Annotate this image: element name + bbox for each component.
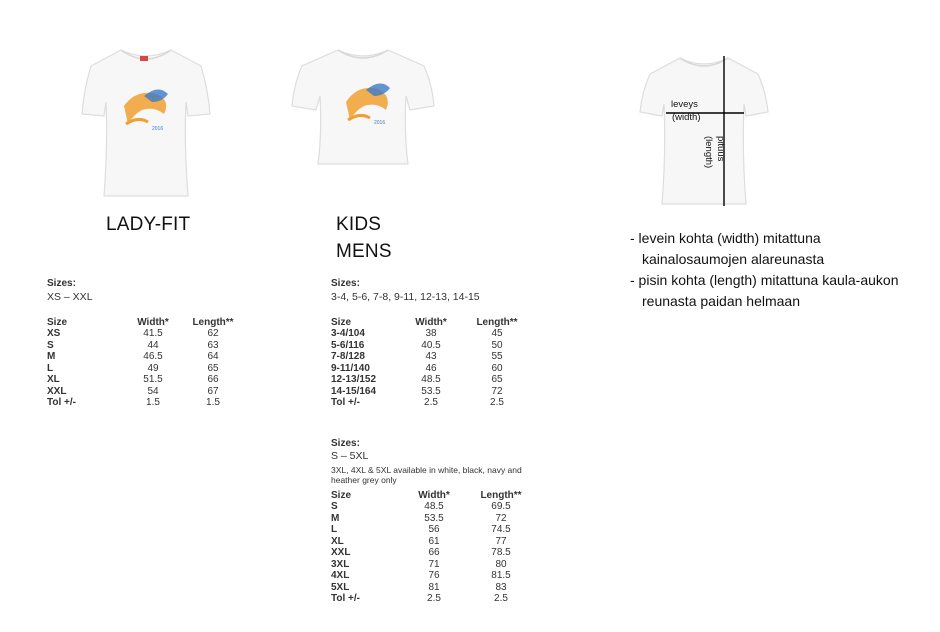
size-cell: XL (331, 535, 344, 547)
col-length-header: Length** (480, 489, 522, 501)
mens-heading: MENS (336, 241, 392, 262)
size-cell: XS (47, 328, 61, 339)
length-cell: 77 (495, 535, 507, 547)
size-cell: L (47, 362, 54, 374)
table-row (331, 593, 537, 605)
width-cell: 41.5 (143, 328, 163, 339)
mens-availability-note-1: 3XL, 4XL & 5XL available in white, black, navy and (331, 465, 522, 475)
ladyfit-sizes-label: Sizes: (47, 278, 76, 289)
length-cell: 2.5 (490, 397, 504, 408)
col-length-header: Length** (192, 316, 234, 328)
table-header-row (331, 489, 537, 501)
mens-sizes-label: Sizes: (331, 438, 360, 449)
size-cell: XL (47, 374, 60, 385)
length-cell: 55 (491, 351, 503, 362)
size-cell: Tol +/- (331, 397, 360, 408)
table-row (331, 386, 533, 398)
width-label: leveys (671, 99, 698, 110)
svg-text:2016: 2016 (374, 120, 386, 126)
size-cell: L (331, 524, 338, 535)
col-size-header: Size (47, 316, 68, 328)
length-cell: 72 (491, 385, 503, 397)
mens-size-block (331, 438, 537, 605)
width-label-en: (width) (672, 112, 701, 123)
desc-line-1: - levein kohta (width) mitattuna (630, 230, 821, 246)
table-row (331, 328, 533, 340)
length-cell: 2.5 (494, 593, 508, 604)
table-row (331, 536, 537, 548)
width-cell: 56 (428, 524, 440, 535)
length-cell: 65 (207, 362, 219, 374)
length-cell: 65 (491, 374, 503, 385)
table-row (47, 328, 247, 340)
size-cell: M (47, 351, 56, 362)
size-cell: 7-8/128 (331, 351, 365, 362)
table-row (331, 582, 537, 594)
col-width-header: Width* (415, 316, 447, 328)
size-cell: Tol +/- (331, 593, 360, 604)
mens-sizes-range: S – 5XL (331, 450, 369, 462)
width-cell: 66 (428, 547, 440, 558)
table-row (331, 501, 537, 513)
width-cell: 81 (428, 581, 440, 593)
width-cell: 51.5 (143, 374, 163, 385)
table-row (331, 340, 533, 352)
col-size-header: Size (331, 316, 352, 328)
table-row (331, 513, 537, 525)
length-cell: 66 (207, 374, 219, 385)
size-cell: XXL (47, 385, 67, 397)
width-cell: 46.5 (143, 351, 163, 362)
length-cell: 83 (495, 581, 507, 593)
measurement-diagram (638, 54, 772, 208)
width-cell: 61 (428, 535, 440, 547)
table-row (331, 570, 537, 582)
length-cell: 60 (491, 362, 503, 374)
width-cell: 40.5 (421, 339, 441, 351)
col-length-header: Length** (476, 316, 518, 328)
width-cell: 46 (425, 362, 437, 374)
table-header-row (331, 316, 533, 328)
size-cell: 12-13/152 (331, 374, 377, 385)
size-cell: 5-6/116 (331, 339, 365, 351)
mens-availability-note-2: heather grey only (331, 475, 397, 485)
length-cell: 1.5 (206, 397, 220, 408)
kids-mens-shirt-image (290, 44, 436, 168)
size-cell: S (331, 501, 338, 512)
ladyfit-heading: LADY-FIT (106, 214, 191, 235)
length-cell: 69.5 (491, 501, 511, 512)
width-cell: 54 (147, 385, 159, 397)
ladyfit-shirt-image (76, 44, 216, 202)
table-header-row (47, 316, 247, 328)
col-width-header: Width* (137, 316, 169, 328)
length-cell: 50 (491, 339, 503, 351)
width-cell: 53.5 (424, 512, 444, 524)
size-cell: 4XL (331, 570, 350, 581)
width-cell: 53.5 (421, 385, 441, 397)
length-cell: 78.5 (491, 547, 511, 558)
table-row (47, 363, 247, 375)
table-row (47, 386, 247, 398)
length-cell: 67 (207, 385, 219, 397)
width-cell: 44 (147, 339, 159, 351)
kids-sizes-label: Sizes: (331, 278, 360, 289)
length-cell: 81.5 (491, 570, 511, 581)
width-cell: 48.5 (421, 374, 441, 385)
kids-heading: KIDS (336, 214, 382, 235)
width-cell: 48.5 (424, 501, 444, 512)
ladyfit-sizes-range: XS – XXL (47, 291, 93, 303)
desc-line-3: - pisin kohta (length) mitattuna kaula-aukon (630, 272, 899, 288)
size-cell: S (47, 339, 54, 351)
length-cell: 72 (495, 512, 507, 524)
length-cell: 45 (491, 328, 503, 339)
width-cell: 2.5 (427, 593, 441, 604)
width-cell: 2.5 (424, 397, 438, 408)
col-size-header: Size (331, 489, 352, 501)
size-cell: 5XL (331, 581, 350, 593)
measurement-description (630, 228, 898, 312)
size-cell: 3-4/104 (331, 328, 365, 339)
table-row (331, 547, 537, 559)
width-cell: 71 (428, 558, 440, 570)
length-cell: 62 (207, 328, 219, 339)
table-row (331, 363, 533, 375)
length-cell: 63 (207, 339, 219, 351)
col-width-header: Width* (418, 489, 450, 501)
width-cell: 76 (428, 570, 440, 581)
length-cell: 64 (207, 351, 219, 362)
table-row (47, 374, 247, 386)
size-cell: 14-15/164 (331, 385, 377, 397)
table-row (331, 397, 533, 409)
width-cell: 49 (147, 362, 159, 374)
width-cell: 43 (425, 351, 437, 362)
length-label-en: (length) (703, 136, 714, 169)
mens-size-table (331, 489, 537, 605)
table-row (47, 397, 247, 409)
ladyfit-size-table (47, 316, 247, 409)
kids-size-block (331, 278, 533, 409)
size-cell: Tol +/- (47, 397, 76, 408)
table-row (331, 559, 537, 571)
length-cell: 74.5 (491, 524, 511, 535)
size-cell: M (331, 512, 340, 524)
length-label: pituus (715, 136, 726, 162)
size-cell: XXL (331, 547, 351, 558)
length-cell: 80 (495, 558, 507, 570)
desc-line-2: kainalosaumojen alareunasta (642, 251, 825, 267)
table-row (331, 524, 537, 536)
table-row (331, 351, 533, 363)
size-cell: 3XL (331, 558, 350, 570)
width-cell: 1.5 (146, 397, 160, 408)
table-row (47, 340, 247, 352)
desc-line-4: reunasta paidan helmaan (642, 293, 801, 309)
table-row (331, 374, 533, 386)
svg-text:2016: 2016 (152, 126, 164, 132)
kids-size-table (331, 316, 533, 409)
kids-sizes-range: 3-4, 5-6, 7-8, 9-11, 12-13, 14-15 (331, 291, 480, 303)
size-cell: 9-11/140 (331, 362, 370, 374)
ladyfit-size-block (47, 278, 247, 409)
table-row (47, 351, 247, 363)
width-cell: 38 (425, 328, 437, 339)
